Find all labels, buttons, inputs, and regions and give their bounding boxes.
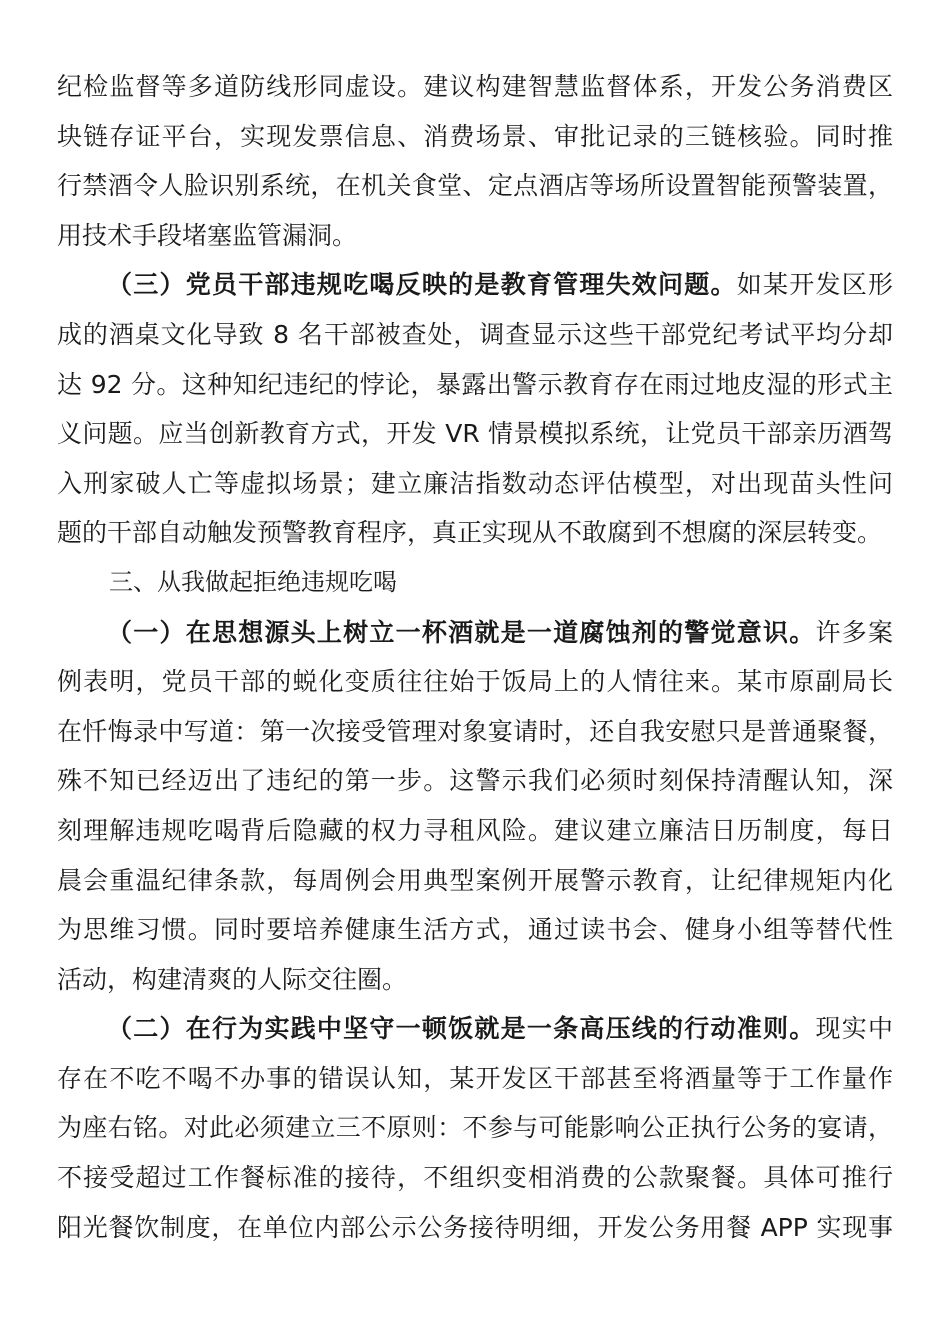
text-line: 为座右铭。对此必须建立三不原则：不参与可能影响公正执行公务的宴请， [57,1113,893,1143]
text-run: 现实中 [815,1014,893,1044]
paragraph-heading-line [57,260,893,310]
text-line: 不接受超过工作餐标准的接待，不组织变相消费的公款聚餐。具体可推行 [57,1163,893,1193]
text-line: 块链存证平台，实现发票信息、消费场景、审批记录的三链核验。同时推 [57,121,893,151]
bold-subheading: （二）在行为实践中坚守一顿饭就是一条高压线的行动准则。 [107,1014,816,1044]
document-page [57,62,893,1252]
paragraph-heading-line [57,608,893,658]
paragraph-heading-line [57,1004,893,1054]
text-line: 行禁酒令人脸识别系统，在机关食堂、定点酒店等场所设置智能预警装置， [57,171,893,201]
text-line: 达 92 分。这种知纪违纪的悖论，暴露出警示教育存在雨过地皮湿的形式主 [57,369,893,399]
text-line: 为思维习惯。同时要培养健康生活方式，通过读书会、健身小组等替代性 [57,915,893,945]
text-line: 活动，构建清爽的人际交往圈。 [57,964,408,994]
text-line: 在忏悔录中写道：第一次接受管理对象宴请时，还自我安慰只是普通聚餐， [57,716,893,746]
text-line: 纪检监督等多道防线形同虚设。建议构建智慧监督体系，开发公务消费区 [57,72,893,101]
text-run: 许多案 [815,617,893,647]
text-line: 入刑家破人亡等虚拟场景；建立廉洁指数动态评估模型，对出现苗头性问 [57,468,893,498]
text-line: 例表明，党员干部的蜕化变质往往始于饭局上的人情往来。某市原副局长 [57,667,893,697]
text-line: 用技术手段堵塞监管漏洞。 [57,220,358,250]
section-heading: 三、从我做起拒绝违规吃喝 [109,567,397,596]
bold-subheading: （一）在思想源头上树立一杯酒就是一道腐蚀剂的警觉意识。 [107,617,816,647]
text-line: 成的酒桌文化导致 8 名干部被查处，调查显示这些干部党纪考试平均分却 [57,319,893,349]
text-line: 义问题。应当创新教育方式，开发 VR 情景模拟系统，让党员干部亲历酒驾 [57,419,893,449]
text-line: 存在不吃不喝不办事的错误认知，某开发区干部甚至将酒量等于工作量作 [57,1063,893,1093]
text-run: 如某开发区形 [736,270,893,300]
text-line: 晨会重温纪律条款，每周例会用典型案例开展警示教育，让纪律规矩内化 [57,865,893,895]
text-line: 殊不知已经迈出了违纪的第一步。这警示我们必须时刻保持清醒认知，深 [57,766,893,796]
bold-subheading: （三）党员干部违规吃喝反映的是教育管理失效问题。 [107,270,737,300]
text-line: 刻理解违规吃喝背后隐藏的权力寻租风险。建议建立廉洁日历制度，每日 [57,815,893,845]
text-line: 阳光餐饮制度，在单位内部公示公务接待明细，开发公务用餐 APP 实现事 [57,1212,893,1242]
text-line: 题的干部自动触发预警教育程序，真正实现从不敢腐到不想腐的深层转变。 [57,518,883,548]
